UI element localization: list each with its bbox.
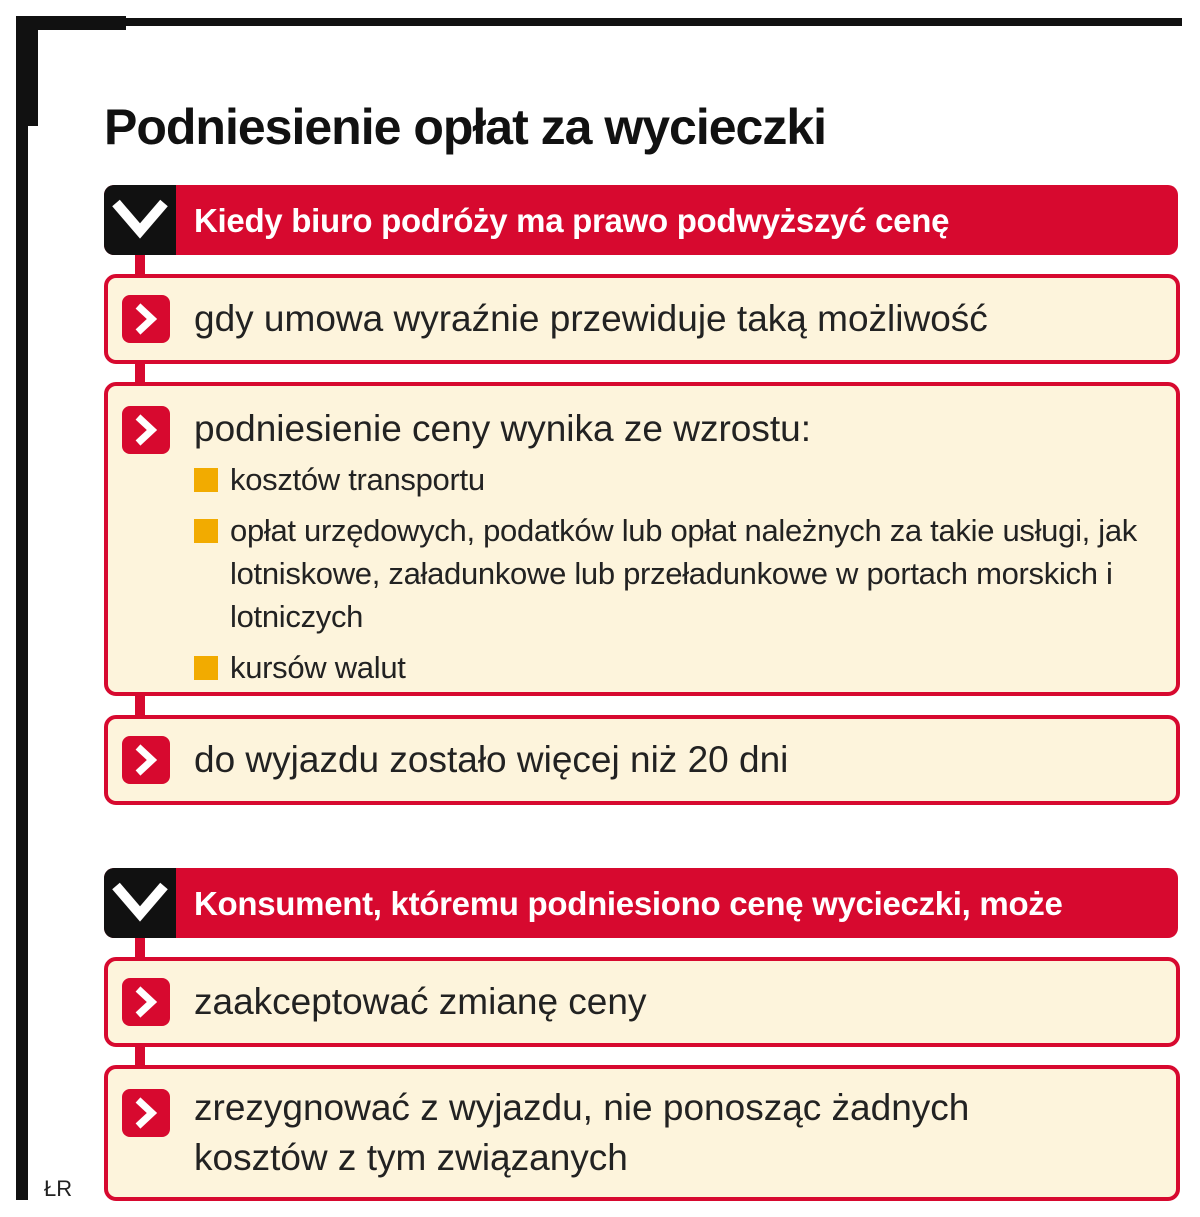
section-header-text: Konsument, któremu podniesiono cenę wycieczki, może: [194, 885, 1063, 922]
item-text: podniesienie ceny wynika ze wzrostu:: [194, 408, 811, 449]
frame-top-rule-thick: [16, 16, 126, 30]
section-header-text: Kiedy biuro podróży ma prawo podwyższyć cenę: [194, 202, 950, 239]
sub-item-text: kursów walut: [230, 650, 406, 685]
sub-list-item: [194, 509, 1156, 638]
section-header-1: [104, 185, 1178, 255]
list-item: [104, 957, 1180, 1047]
item-text: zrezygnować z wyjazdu, nie ponosząc żadnych kosztów z tym związanych: [194, 1087, 970, 1178]
connector-line: [135, 695, 145, 717]
list-item: [104, 715, 1180, 805]
sub-list-item: [194, 458, 1156, 501]
item-text: zaakceptować zmianę ceny: [194, 981, 647, 1022]
chevron-right-icon: [122, 978, 170, 1026]
square-bullet-icon: [194, 468, 218, 492]
author-credit: ŁR: [44, 1176, 73, 1201]
chevron-down-icon: [104, 868, 176, 938]
sub-list: [194, 458, 1156, 697]
list-item: [104, 274, 1180, 364]
square-bullet-icon: [194, 519, 218, 543]
connector-line: [135, 937, 145, 959]
chevron-right-icon: [122, 736, 170, 784]
chevron-right-icon: [122, 1089, 170, 1137]
sub-item-text: opłat urzędowych, podatków lub opłat należnych za takie usługi, jak lotniskowe, załadunkowe lub przeładunkowe w portach morskich i lotniczych: [230, 513, 1138, 634]
chevron-right-icon: [122, 295, 170, 343]
list-item: [104, 1065, 1180, 1201]
connector-line: [135, 362, 145, 384]
connector-line: [135, 1045, 145, 1067]
frame-left-rule: [16, 16, 28, 1200]
chevron-right-icon: [122, 406, 170, 454]
item-text: gdy umowa wyraźnie przewiduje taką możliwość: [194, 298, 988, 339]
section-header-2: [104, 868, 1178, 938]
frame-top-rule: [120, 18, 1182, 26]
connector-line: [135, 254, 145, 276]
item-text: do wyjazdu zostało więcej niż 20 dni: [194, 739, 789, 780]
square-bullet-icon: [194, 656, 218, 680]
frame-corner: [16, 16, 38, 126]
sub-item-text: kosztów transportu: [230, 462, 485, 497]
page-title: Podniesienie opłat za wycieczki: [104, 99, 827, 155]
chevron-down-icon: [104, 185, 176, 255]
list-item: [104, 382, 1180, 696]
sub-list-item: [194, 646, 1156, 689]
